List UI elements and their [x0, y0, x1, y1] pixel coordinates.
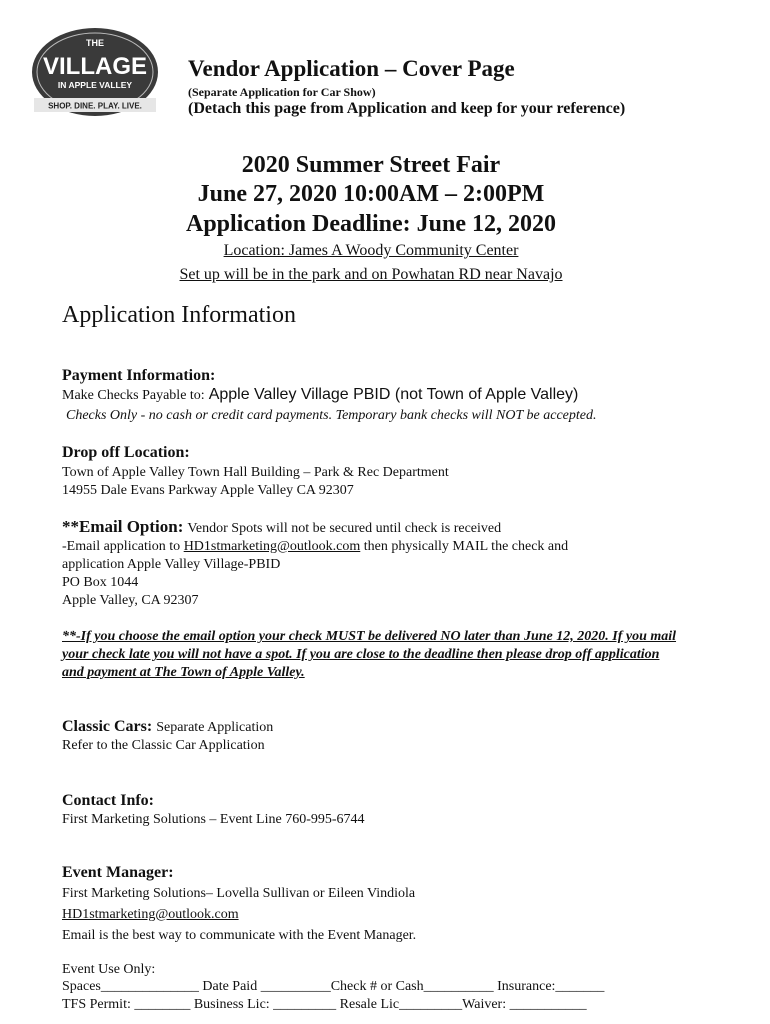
car-show-note: (Separate Application for Car Show) — [188, 85, 376, 99]
payment-heading: Payment Information: — [62, 367, 216, 384]
email-option-note: Vendor Spots will not be secured until check is received — [187, 521, 502, 536]
classic-cars-line — [62, 718, 273, 736]
payable-label: Make Checks Payable to: — [62, 388, 205, 403]
logo-tagline-text: SHOP. DINE. PLAY. LIVE. — [48, 101, 142, 111]
payable-value: Apple Valley Village PBID (not Town of Apple Valley) — [208, 386, 579, 403]
event-name: 2020 Summer Street Fair — [241, 152, 501, 178]
event-location: Location: James A Woody Community Center — [223, 242, 519, 259]
manager-email-link[interactable]: HD1stmarketing@outlook.com — [62, 907, 239, 922]
event-use-row-1: Spaces______________ Date Paid __________Check # or Cash__________ Insurance:_______ — [62, 979, 605, 994]
classic-cars-ref: Refer to the Classic Car Application — [62, 738, 265, 753]
logo-top-text: THE — [86, 38, 104, 48]
email-warning: **-If you choose the email option your check MUST be delivered NO later than June 12, 2020. If you mail your check late you will not have a spot. If you are close to the deadline then please drop off application and payment at The Town of Apple Valley. — [62, 629, 677, 680]
logo-main-text: VILLAGE — [42, 53, 148, 80]
detach-note: (Detach this page from Application and keep for your reference) — [188, 100, 626, 117]
application-deadline: Application Deadline: June 12, 2020 — [185, 211, 557, 237]
email-line-4: Apple Valley, CA 92307 — [62, 593, 199, 608]
event-use-heading: Event Use Only: — [62, 962, 156, 977]
email-option-line — [62, 517, 501, 537]
contact-line: First Marketing Solutions – Event Line 760-995-6744 — [62, 812, 365, 827]
manager-line-3: Email is the best way to communicate with the Event Manager. — [62, 928, 417, 943]
payment-note: Checks Only - no cash or credit card payments. Temporary bank checks will NOT be accepted. — [66, 408, 597, 423]
email-line-1-post: then physically MAIL the check and — [363, 539, 569, 554]
setup-location: Set up will be in the park and on Powhatan RD near Navajo — [179, 266, 563, 283]
event-datetime: June 27, 2020 10:00AM – 2:00PM — [197, 181, 545, 207]
email-line-2: application Apple Valley Village-PBID — [62, 557, 281, 572]
manager-heading: Event Manager: — [62, 864, 174, 881]
dropoff-line-2: 14955 Dale Evans Parkway Apple Valley CA 92307 — [62, 483, 354, 498]
email-link[interactable]: HD1stmarketing@outlook.com — [183, 539, 361, 554]
event-use-row-2: TFS Permit: ________ Business Lic: _________ Resale Lic_________Waiver: ___________ — [62, 997, 587, 1012]
contact-heading: Contact Info: — [62, 792, 154, 809]
email-option-heading: **Email Option: — [62, 517, 184, 536]
application-info-heading: Application Information — [62, 302, 296, 328]
email-line-1 — [62, 539, 568, 555]
classic-cars-heading: Classic Cars: — [62, 718, 153, 735]
dropoff-heading: Drop off Location: — [62, 444, 190, 461]
email-line-1-pre: -Email application to — [62, 539, 181, 554]
dropoff-line-1: Town of Apple Valley Town Hall Building – Park & Rec Department — [62, 465, 449, 480]
payable-line — [62, 386, 578, 404]
village-logo — [30, 26, 160, 120]
email-line-3: PO Box 1044 — [62, 575, 139, 590]
logo-sub-text: IN APPLE VALLEY — [57, 80, 133, 90]
manager-line-1: First Marketing Solutions– Lovella Sullivan or Eileen Vindiola — [62, 886, 416, 901]
page-title: Vendor Application – Cover Page — [188, 56, 515, 81]
classic-cars-note: Separate Application — [156, 720, 274, 735]
